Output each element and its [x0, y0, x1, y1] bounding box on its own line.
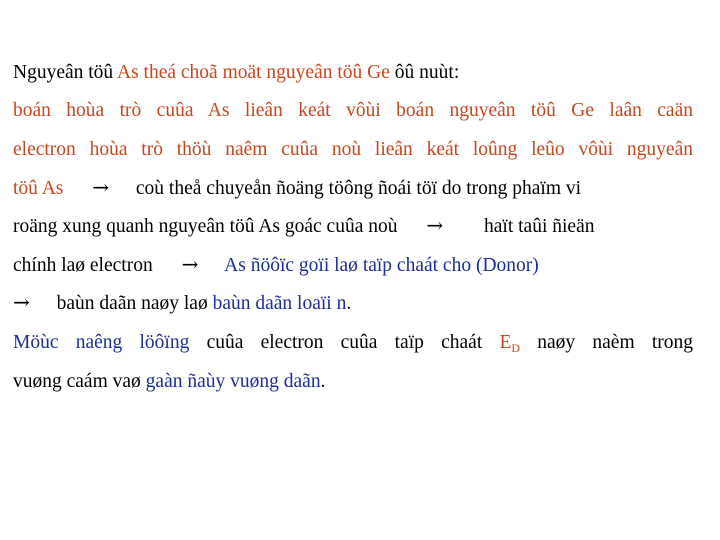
right-arrow-icon: → — [92, 175, 110, 199]
line-9-text-c: . — [320, 371, 326, 392]
line-4-text-a: töû As — [13, 178, 64, 199]
line-8-subscript: D — [511, 341, 521, 355]
text-line-8 — [13, 333, 693, 354]
line-9-text-a: vuøng caám vaø — [13, 371, 146, 392]
line-8-text-a: Möùc naêng löôïng — [13, 332, 190, 353]
line-7-text-a: baùn daãn naøy laø — [56, 293, 213, 314]
line-6-text-b: As ñöôïc goïi laø — [224, 255, 363, 276]
line-8-text-b: cuûa electron cuûa taïp chaát — [189, 332, 500, 353]
line-1-text-b: As theá choã moät nguyeân töû Ge — [116, 62, 390, 83]
line-5-text-b: haït taûi ñieän — [484, 216, 595, 237]
line-2-text: boán hoùa trò cuûa As lieân keát vôùi boán nguyeân töû Ge laân caän — [13, 100, 693, 121]
line-1-text-c: ôû nuùt: — [389, 62, 460, 83]
line-6-text-c: taïp chaát cho (Donor) — [362, 255, 539, 276]
text-line-4 — [13, 177, 693, 199]
line-8-text-e: naøy naèm trong — [520, 332, 694, 353]
line-5-text-a: roäng xung quanh nguyeân töû As goác cuûa noù — [13, 216, 398, 237]
text-line-1 — [13, 63, 693, 83]
line-8-text-c: E — [499, 332, 512, 353]
text-line-9 — [13, 372, 693, 392]
text-line-7 — [13, 292, 693, 314]
text-line-5 — [13, 215, 693, 237]
line-7-text-b: baùn daãn loaïi n — [212, 293, 347, 314]
text-line-6 — [13, 254, 693, 276]
text-line-3 — [13, 140, 693, 160]
right-arrow-icon: → — [426, 213, 444, 237]
line-6-text-a: chính laø electron — [13, 255, 153, 276]
right-arrow-icon: → — [13, 290, 30, 314]
line-1-text-a: Nguyeân töû — [13, 62, 117, 83]
line-4-text-b: coù theå chuyeån ñoäng töông ñoái töï do trong phaïm vi — [135, 178, 582, 199]
text-line-2 — [13, 101, 693, 121]
line-9-text-b: gaàn ñaùy vuøng daãn — [145, 371, 321, 392]
line-7-text-c: . — [346, 293, 352, 314]
line-3-text: electron hoùa trò thöù naêm cuûa noù lieân keát loûng leûo vôùi nguyeân — [13, 139, 693, 160]
right-arrow-icon: → — [181, 252, 199, 276]
